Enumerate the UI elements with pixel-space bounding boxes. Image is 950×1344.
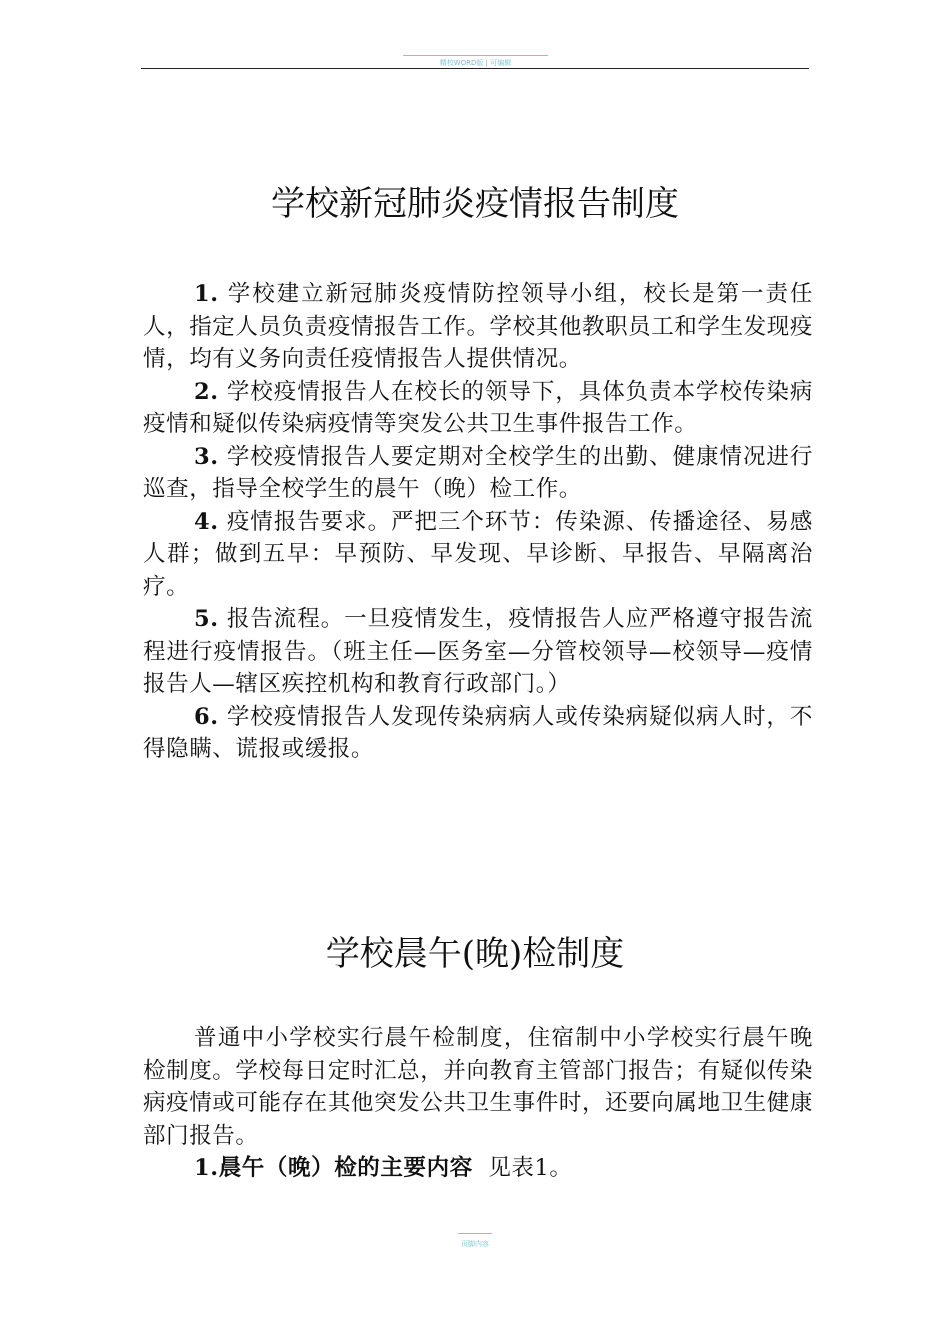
footer-text: 页脚内容 bbox=[461, 1240, 489, 1248]
list-item bbox=[143, 701, 813, 766]
item-label: 1.晨午（晚）检的主要内容 bbox=[194, 1155, 473, 1181]
list-item bbox=[143, 603, 813, 701]
section2-title: 学校晨午(晚)检制度 bbox=[325, 934, 625, 974]
item-text: 报告流程。一旦疫情发生，疫情报告人应严格遵守报告流程进行疫情报告。（班主任—医务室—分管校领导—校领导—疫情报告人—辖区疾控机构和教育行政部门。） bbox=[143, 606, 813, 697]
item-text: 学校疫情报告人发现传染病病人或传染病疑似病人时，不得隐瞒、谎报或缓报。 bbox=[143, 703, 813, 762]
item-number: 2. bbox=[194, 378, 219, 405]
list-item bbox=[143, 278, 813, 376]
intro-paragraph: 普通中小学校实行晨午检制度，住宿制中小学校实行晨午晚检制度。学校每日定时汇总，并向教育主管部门报告；有疑似传染病疫情或可能存在其他突发公共卫生事件时，还要向属地卫生健康部门报告。 bbox=[143, 1025, 813, 1149]
list-item bbox=[143, 506, 813, 604]
header-rule bbox=[141, 68, 809, 69]
list-item bbox=[143, 376, 813, 441]
item-number: 3. bbox=[194, 443, 219, 470]
section1-title: 学校新冠肺炎疫情报告制度 bbox=[271, 184, 679, 224]
footer-accent-line bbox=[458, 1233, 492, 1234]
list-item bbox=[143, 441, 813, 506]
header-accent-line bbox=[403, 55, 548, 56]
item-number: 6. bbox=[194, 703, 219, 730]
list-item bbox=[143, 1152, 813, 1185]
item-text: 学校建立新冠肺炎疫情防控领导小组，校长是第一责任人，指定人员负责疫情报告工作。学校其他教职员工和学生发现疫情，均有义务向责任疫情报告人提供情况。 bbox=[143, 281, 813, 372]
item-number: 5. bbox=[194, 606, 219, 632]
section2-body bbox=[143, 1022, 813, 1185]
item-text: 学校疫情报告人在校长的领导下，具体负责本学校传染病疫情和疑似传染病疫情等突发公共卫生事件报告工作。 bbox=[143, 378, 813, 437]
header-text: 精校WORD版 | 可编辑 bbox=[439, 59, 512, 67]
item-text: 学校疫情报告人要定期对全校学生的出勤、健康情况进行巡查，指导全校学生的晨午（晚）检工作。 bbox=[143, 443, 813, 502]
item-number: 4. bbox=[194, 508, 219, 535]
section1-body bbox=[143, 278, 813, 766]
item-reference: 见表1。 bbox=[488, 1155, 573, 1181]
item-number: 1. bbox=[194, 281, 219, 307]
item-text: 疫情报告要求。严把三个环节：传染源、传播途径、易感人群；做到五早：早预防、早发现、早诊断、早报告、早隔离治疗。 bbox=[143, 508, 813, 600]
